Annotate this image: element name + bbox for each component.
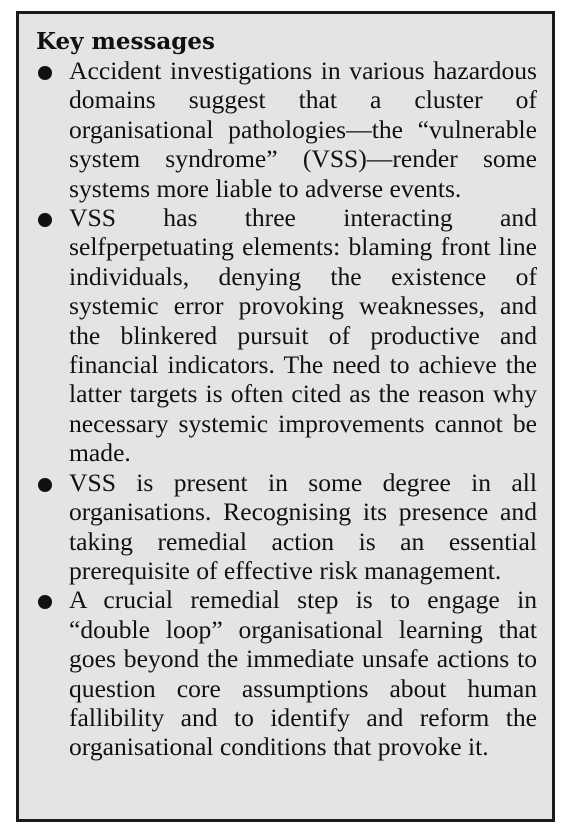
- key-messages-box: [16, 11, 555, 822]
- list-item: [36, 203, 537, 468]
- bullet-icon: [38, 478, 52, 492]
- bullet-icon: [38, 66, 52, 80]
- message-text: A crucial remedial step is to engage in “double loop” organisational learning that goes beyond the immediate unsafe actions to question core assumptions about human fallibility and to identify and reform the organisational conditions that provoke it.: [69, 585, 537, 762]
- list-item: [36, 585, 537, 761]
- list-item: [36, 468, 537, 586]
- bullet-icon: [38, 213, 52, 227]
- list-item: [36, 56, 537, 203]
- message-text: VSS is present in some degree in all organisations. Recognising its presence and taking remedial action is an essential prerequisite of effective risk management.: [69, 467, 537, 585]
- box-title: Key messages: [36, 28, 215, 55]
- bullet-icon: [38, 595, 52, 609]
- message-text: Accident investigations in various hazardous domains suggest that a cluster of organisational pathologies—the “vulnerable system syndrome” (VSS)—render some systems more liable to adverse events.: [69, 56, 537, 203]
- key-messages-list: [36, 56, 537, 762]
- message-text: VSS has three interacting and selfperpetuating elements: blaming front line individuals, denying the existence of systemic error provoking weaknesses, and the blinkered pursuit of productive and financial indicators. The need to achieve the latter targets is often cited as the reason why necessary systemic improvements cannot be made.: [69, 203, 537, 468]
